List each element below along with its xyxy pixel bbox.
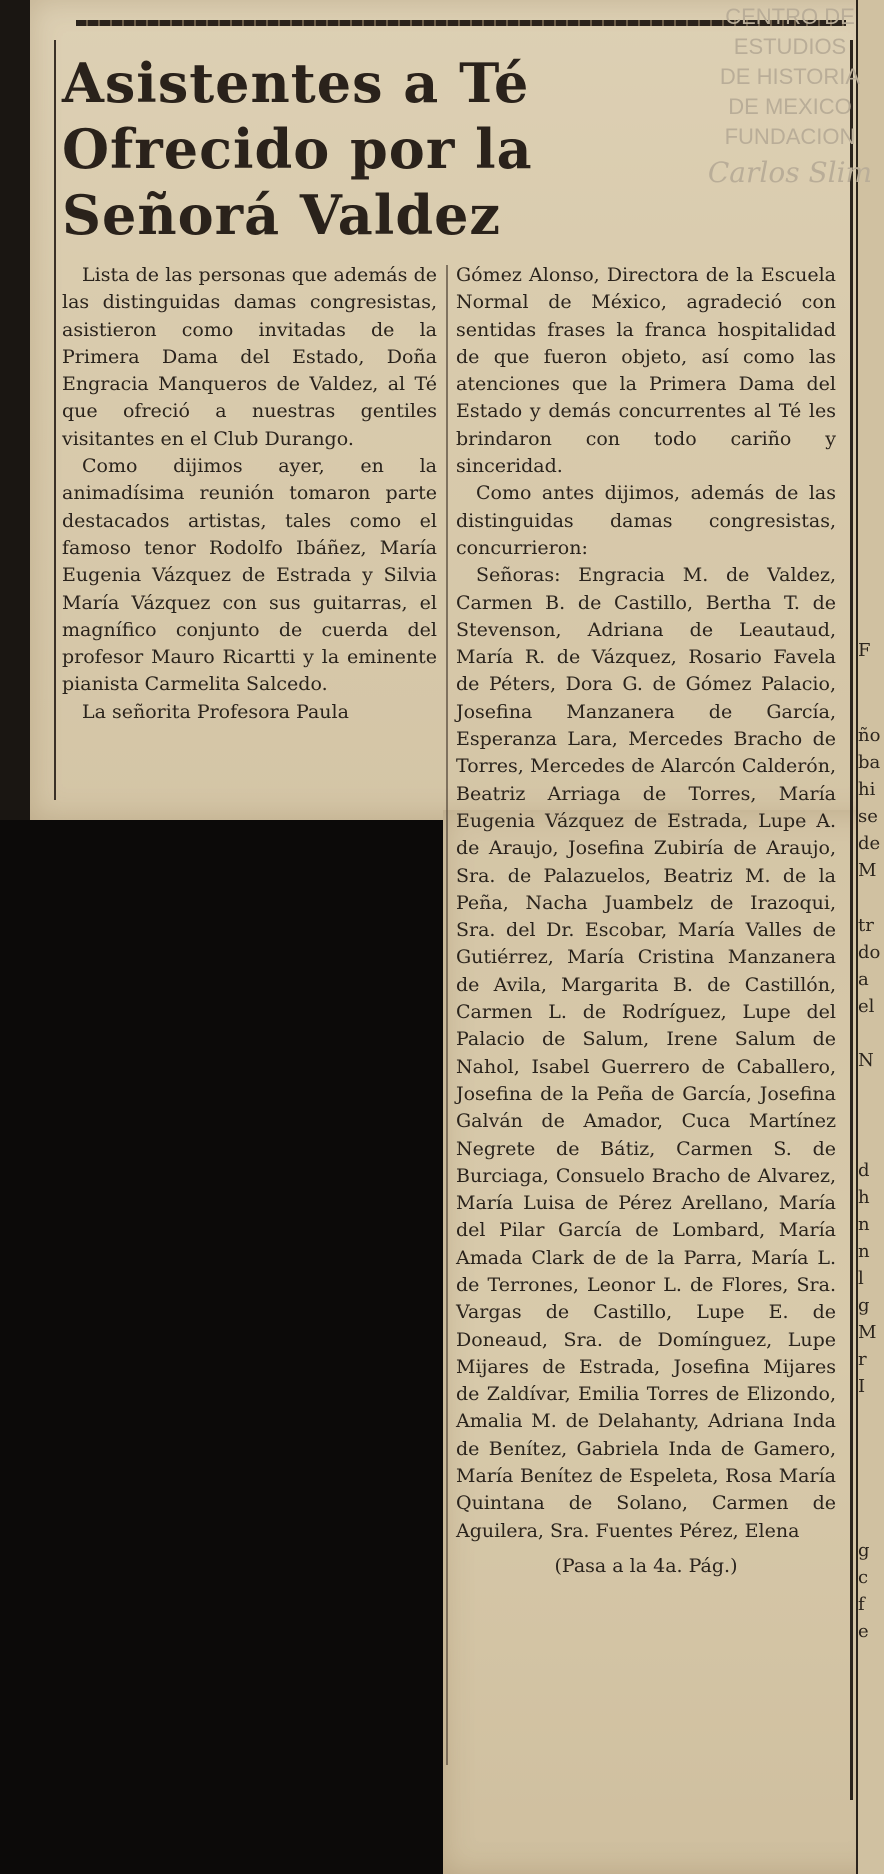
edge-fragment: e <box>858 1621 869 1642</box>
edge-fragment: n <box>858 1241 870 1262</box>
adjacent-column-strip <box>856 0 884 1874</box>
paragraph: Señoras: Engracia M. de Valdez, Carmen B. de Castillo, Bertha T. de Stevenson, Adriana de Leautaud, María R. de Vázquez, Rosario Favela de Péters, Dora G. de Gómez Palacio, Josefina Manzanera de García, Esperanza Lara, Mercedes Bracho de Torres, Mercedes de Alarcón Calderón, Beatriz Arriaga de Torres, María Eugenia Vázquez de Estrada, Lupe A. de Araujo, Josefina Zubiría de Araujo, Sra. de Palazuelos, Beatriz M. de la Peña, Nacha Juambelz de Irazoqui, Sra. del Dr. Escobar, María Valles de Gutiérrez, María Cristina Manzanera de Avila, Margarita B. de Castillón, Carmen L. de Rodríguez, Lupe del Palacio de Salum, Irene Salum de Nahol, Isabel Guerrero de Caballero, Josefina de la Peña de García, Josefina Galván de Amador, Cuca Martínez Negrete de Bátiz, Carmen S. de Burciaga, Consuelo Bracho de Alvarez, María Luisa de Pérez Arellano, María del Pilar García de Lombard, María Amada Clark de de la Parra, María L. de Terrones, Leonor L. de Flores, Sra. Vargas de Castillo, Lupe E. de Doneaud, Sra. de Domínguez, Lupe Mijares de Estrada, Josefina Mijares de Zaldívar, Emilia Torres de Elizondo, Amalia M. de Delahanty, Adriana Inda de Benítez, Gabriela Inda de Gamero, María Benítez de Espeleta, Rosa María Quintana de Solano, Carmen de Aguilera, Sra. Fuentes Pérez, Elena <box>456 564 836 1542</box>
article-headline <box>62 50 622 248</box>
paragraph: Como dijimos ayer, en la animadísima reunión tomaron parte destacados artistas, tales como el famoso tenor Rodolfo Ibáñez, María Eugenia Vázquez de Estrada y Silvia María Vázquez con sus guitarras, el magnífico conjunto de cuerda del profesor Mauro Ricartti y la eminente pianista Carmelita Salcedo. <box>62 455 437 696</box>
edge-fragment: tr <box>858 915 874 936</box>
stamp-line: CENTRO DE <box>725 4 855 29</box>
edge-fragment: r <box>858 1349 867 1370</box>
paragraph: Como antes dijimos, además de las distinguidas damas congresistas, concurrieron: <box>456 482 836 559</box>
column-divider <box>446 265 448 1765</box>
edge-fragment: ño <box>858 725 881 746</box>
edge-fragment: de <box>858 833 881 854</box>
edge-fragment: a <box>858 969 869 990</box>
scan-background <box>0 820 443 1874</box>
archive-stamp <box>700 2 880 188</box>
article-column-right <box>456 262 836 1580</box>
article-column-left <box>62 262 437 726</box>
paragraph: La señorita Profesora Paula <box>82 700 349 723</box>
edge-fragment: hi <box>858 779 876 800</box>
stamp-signature: Carlos Slim <box>707 156 873 189</box>
headline-line: Ofrecido por la <box>62 117 533 181</box>
headline-line: Señorá Valdez <box>62 183 502 247</box>
scan-left-edge <box>0 0 30 820</box>
edge-fragment: f <box>858 1594 865 1615</box>
stamp-line: ESTUDIOS <box>733 34 847 59</box>
edge-fragment: l <box>858 1268 864 1289</box>
edge-fragment: N <box>858 1050 874 1071</box>
right-rule <box>850 40 853 1800</box>
paragraph: Lista de las personas que además de las distinguidas damas congresistas, asistieron como invitadas de la Primera Dama del Estado, Doña Engracia Manqueros de Valdez, al Té que ofreció a nuestras gentiles visitantes en el Club Durango. <box>62 264 437 450</box>
left-rule <box>54 40 56 800</box>
edge-fragment: se <box>858 806 878 827</box>
edge-fragment: h <box>858 1187 870 1208</box>
stamp-line: FUNDACION <box>724 124 856 149</box>
edge-fragment: ba <box>858 752 881 773</box>
edge-fragment: g <box>858 1540 870 1561</box>
edge-fragment: I <box>858 1376 866 1397</box>
edge-fragment: g <box>858 1295 870 1316</box>
stamp-line: DE MEXICO <box>728 94 852 119</box>
edge-fragment: n <box>858 1214 870 1235</box>
edge-fragment: F <box>858 640 871 661</box>
headline-line: Asistentes a Té <box>62 51 530 115</box>
continuation-note: (Pasa a la 4a. Pág.) <box>554 1554 738 1577</box>
stamp-line: DE HISTORIA <box>719 64 861 89</box>
edge-fragment: M <box>858 1322 877 1343</box>
edge-fragment: M <box>858 860 877 881</box>
edge-fragment: c <box>858 1567 869 1588</box>
paragraph: Gómez Alonso, Directora de la Escuela Normal de México, agradeció con sentidas frases la franca hospitalidad de que fueron objeto, así como las atenciones que la Primera Dama del Estado y demás concurrentes al Té les brindaron con todo cariño y sinceridad. <box>456 264 836 478</box>
edge-fragment: d <box>858 1160 870 1181</box>
edge-fragment: el <box>858 996 875 1017</box>
edge-fragment: do <box>858 942 881 963</box>
